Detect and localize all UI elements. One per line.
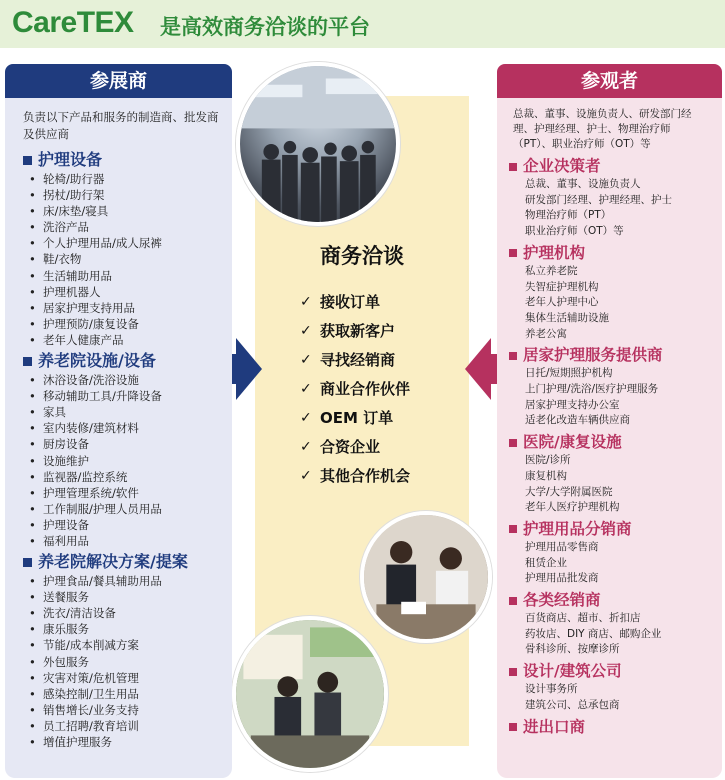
- check-item: [300, 404, 410, 433]
- check-item: [300, 288, 410, 317]
- check-label: 合资企业: [320, 438, 381, 456]
- list-item: 医院/诊所: [525, 454, 571, 467]
- square-bullet-icon: [509, 525, 517, 533]
- visitors-intro: [509, 107, 719, 152]
- visitor-lines: [509, 611, 719, 658]
- square-bullet-icon: [509, 352, 517, 360]
- list-item: • 厨房设备: [23, 436, 228, 452]
- list-item: • 外包服务: [23, 654, 228, 670]
- exhibitors-content: [23, 109, 228, 750]
- list-item: 康复机构: [525, 469, 567, 482]
- visitor-section-title: [509, 519, 719, 540]
- section-title-text: 护理机构: [523, 243, 586, 262]
- check-label: 其他合作机会: [320, 467, 411, 485]
- section-title-text: 护理设备: [38, 150, 103, 169]
- visitors-intro-line: （PT）、职业治疗师（OT）等: [513, 138, 651, 150]
- square-bullet-icon: [509, 163, 517, 171]
- list-item: • 移动辅助工具/升降设备: [23, 388, 228, 404]
- visitor-lines: [509, 453, 719, 516]
- list-item: • 感染控制/卫生用品: [23, 686, 228, 702]
- section-title-text: 各类经销商: [523, 591, 601, 610]
- exhibitor-section-title: [23, 350, 228, 372]
- visitor-lines: [509, 682, 719, 713]
- exhibitor-item-list: [23, 372, 228, 549]
- list-item: • 护理设备: [23, 517, 228, 533]
- list-item: 护理用品零售商: [525, 540, 599, 553]
- list-item: 上门护理/洗浴/医疗护理服务: [525, 383, 659, 396]
- exhibition-hall-photo: [236, 62, 400, 226]
- exhibitors-panel: [5, 64, 232, 778]
- visitors-intro-line: 理、护理经理、护士、物理治疗师: [513, 123, 671, 135]
- square-bullet-icon: [23, 357, 32, 366]
- header-tagline: 是高效商务洽谈的平台: [160, 15, 370, 39]
- list-item: 护理用品批发商: [525, 572, 599, 585]
- list-item: • 设施维护: [23, 453, 228, 469]
- page-header: [0, 0, 725, 48]
- list-item: 建筑公司、总承包商: [525, 698, 620, 711]
- list-item: • 鞋/衣物: [23, 251, 228, 267]
- list-item: 研发部门经理、护理经理、护士: [525, 193, 672, 206]
- list-item: • 洗衣/清洁设备: [23, 605, 228, 621]
- square-bullet-icon: [509, 723, 517, 731]
- visitor-section-title: [509, 156, 719, 177]
- visitor-section-title: [509, 590, 719, 611]
- visitor-lines: [509, 264, 719, 343]
- exhibitors-title: 参展商: [5, 64, 232, 98]
- square-bullet-icon: [509, 439, 517, 447]
- visitor-section-title: [509, 717, 719, 738]
- section-title-text: 居家护理服务提供商: [523, 346, 663, 365]
- check-label: 商业合作伙伴: [320, 380, 411, 398]
- section-title-text: 医院/康复设施: [523, 433, 622, 452]
- list-item: • 护理机器人: [23, 284, 228, 300]
- check-item: [300, 375, 410, 404]
- list-item: 大学/大学附属医院: [525, 485, 613, 498]
- business-meeting-photo: [360, 511, 492, 643]
- section-title-text: 进出口商: [523, 717, 586, 736]
- check-icon: ✓: [300, 294, 312, 310]
- list-item: 居家护理支持办公室: [525, 398, 620, 411]
- check-label: 寻找经销商: [320, 351, 396, 369]
- exhibitor-item-list: [23, 171, 228, 348]
- list-item: 职业治疗师（OT）等: [525, 225, 624, 238]
- list-item: 药妆店、DIY 商店、邮购企业: [525, 627, 662, 640]
- list-item: • 增值护理服务: [23, 734, 228, 750]
- exhibitor-section-title: [23, 551, 228, 573]
- visitor-section-title: [509, 661, 719, 682]
- list-item: • 老年人健康产品: [23, 332, 228, 348]
- visitor-lines: [509, 366, 719, 429]
- visitor-lines: [509, 540, 719, 587]
- list-item: • 销售增长/业务支持: [23, 702, 228, 718]
- square-bullet-icon: [509, 668, 517, 676]
- caretex-logo: CareTEX: [12, 6, 134, 39]
- section-title-text: 设计/建筑公司: [523, 662, 622, 681]
- list-item: • 送餐服务: [23, 589, 228, 605]
- visitors-content: [509, 107, 719, 738]
- list-item: • 福利用品: [23, 533, 228, 549]
- visitors-title: 参观者: [497, 64, 722, 98]
- list-item: 集体生活辅助设施: [525, 311, 609, 324]
- list-item: 百货商店、超市、折扣店: [525, 612, 641, 625]
- list-item: • 生活辅助用品: [23, 268, 228, 284]
- list-item: • 个人护理用品/成人尿裤: [23, 235, 228, 251]
- list-item: • 家具: [23, 404, 228, 420]
- list-item: • 拐杖/助行架: [23, 187, 228, 203]
- list-item: • 居家护理支持用品: [23, 300, 228, 316]
- business-outcomes-list: [300, 288, 410, 491]
- center-title: 商务洽谈: [320, 244, 404, 268]
- list-item: • 沐浴设备/洗浴设施: [23, 372, 228, 388]
- list-item: • 监视器/监控系统: [23, 469, 228, 485]
- section-title-text: 企业决策者: [523, 157, 601, 175]
- check-label: OEM 订单: [320, 409, 394, 427]
- check-item: [300, 462, 410, 491]
- exhibitors-intro: 负责以下产品和服务的制造商、批发商及供应商: [23, 110, 219, 141]
- list-item: 老年人医疗护理机构: [525, 501, 620, 514]
- visitor-lines: [509, 177, 719, 240]
- list-item: 租赁企业: [525, 556, 567, 569]
- check-icon: ✓: [300, 468, 312, 484]
- list-item: • 护理预防/康复设备: [23, 316, 228, 332]
- list-item: • 洗浴产品: [23, 219, 228, 235]
- list-item: • 护理食品/餐具辅助用品: [23, 573, 228, 589]
- square-bullet-icon: [509, 597, 517, 605]
- exhibitor-item-list: [23, 573, 228, 750]
- list-item: 老年人护理中心: [525, 296, 599, 309]
- check-item: [300, 317, 410, 346]
- square-bullet-icon: [23, 558, 32, 567]
- section-title-text: 养老院解决方案/提案: [38, 552, 188, 572]
- square-bullet-icon: [23, 156, 32, 165]
- list-item: 失智症护理机构: [525, 280, 599, 293]
- check-icon: ✓: [300, 352, 312, 368]
- visitor-section-title: [509, 432, 719, 453]
- list-item: • 工作制服/护理人员用品: [23, 501, 228, 517]
- list-item: • 护理管理系统/软件: [23, 485, 228, 501]
- square-bullet-icon: [509, 249, 517, 257]
- exhibition-booth-photo: [232, 616, 388, 772]
- list-item: • 员工招聘/教育培训: [23, 718, 228, 734]
- check-icon: ✓: [300, 323, 312, 339]
- list-item: • 室内装修/建筑材料: [23, 420, 228, 436]
- list-item: 养老公寓: [525, 327, 567, 340]
- visitor-section-title: [509, 345, 719, 366]
- list-item: 私立养老院: [525, 264, 578, 277]
- list-item: 日托/短期照护机构: [525, 367, 613, 380]
- section-title-text: 养老院设施/设备: [38, 351, 156, 371]
- check-item: [300, 433, 410, 462]
- check-item: [300, 346, 410, 375]
- check-label: 接收订单: [320, 293, 381, 311]
- exhibitor-section-title: [23, 149, 228, 171]
- list-item: • 节能/成本削减方案: [23, 637, 228, 653]
- list-item: 物理治疗师（PT）: [525, 209, 612, 222]
- list-item: • 灾害对策/危机管理: [23, 670, 228, 686]
- check-label: 获取新客户: [320, 322, 396, 340]
- visitor-section-title: [509, 243, 719, 264]
- list-item: 总裁、董事、设施负责人: [525, 178, 641, 190]
- check-icon: ✓: [300, 410, 312, 426]
- list-item: 适老化改造车辆供应商: [525, 414, 630, 427]
- list-item: • 康乐服务: [23, 621, 228, 637]
- list-item: 骨科诊所、按摩诊所: [525, 643, 620, 656]
- visitors-panel: [497, 64, 722, 778]
- visitors-intro-line: 总裁、董事、设施负责人、研发部门经: [513, 108, 692, 120]
- section-title-text: 护理用品分销商: [523, 519, 632, 538]
- list-item: • 轮椅/助行器: [23, 171, 228, 187]
- list-item: 设计事务所: [525, 683, 578, 696]
- check-icon: ✓: [300, 381, 312, 397]
- check-icon: ✓: [300, 439, 312, 455]
- list-item: • 床/床垫/寝具: [23, 203, 228, 219]
